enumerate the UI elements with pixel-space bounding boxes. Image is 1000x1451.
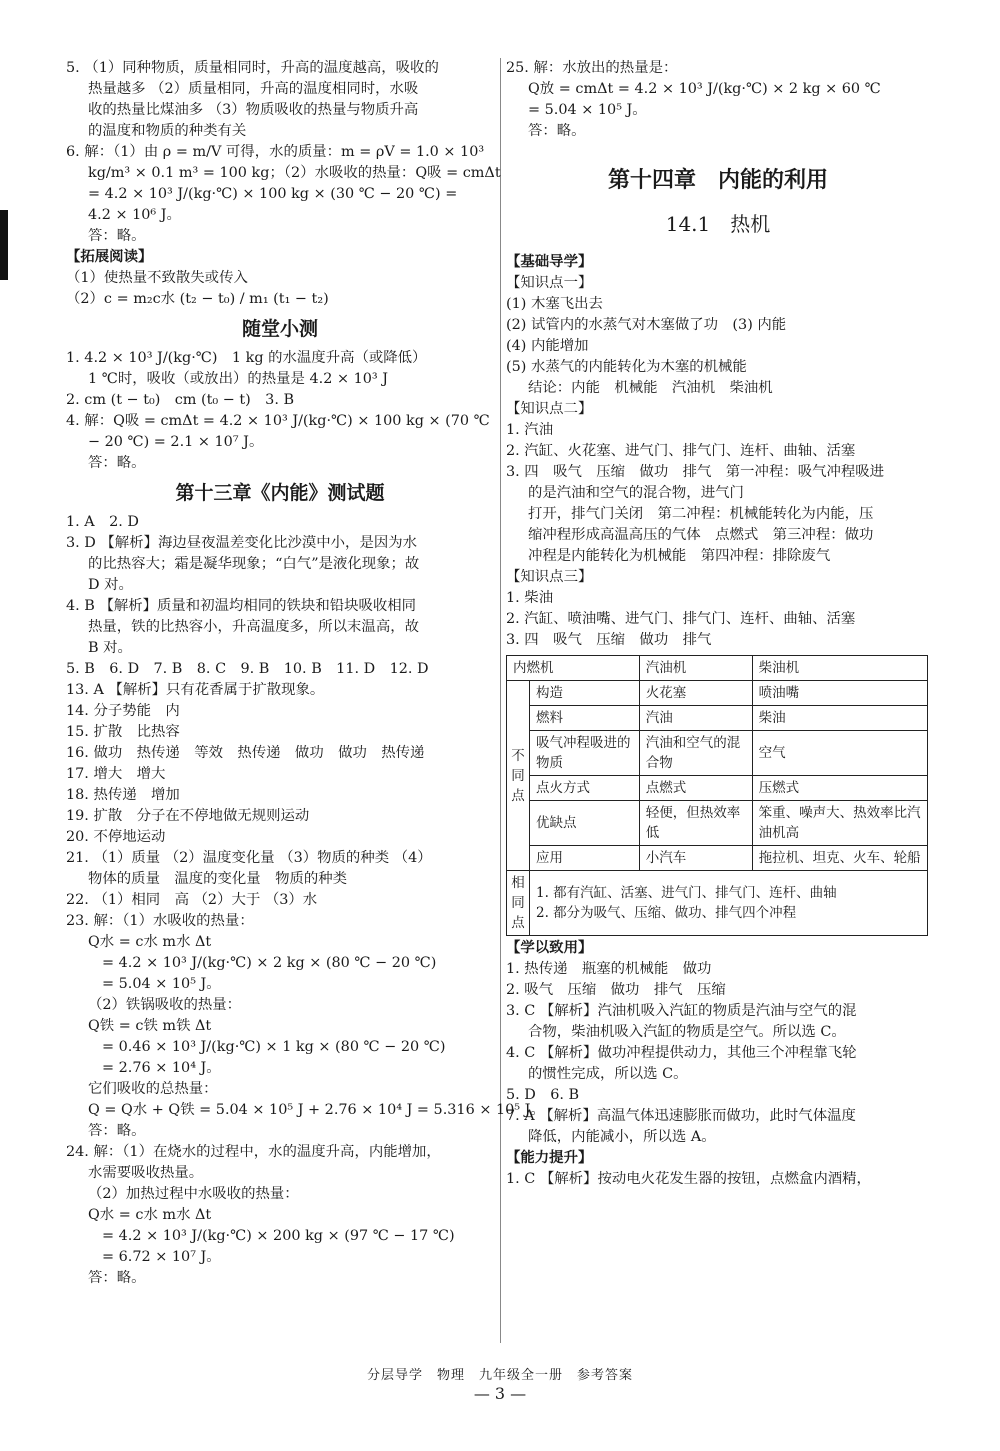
text-line: 它们吸收的总热量： xyxy=(88,1081,218,1097)
text-line: 答：略。 xyxy=(88,1270,146,1286)
text-line: 4. B 【解析】质量和初温均相同的铁块和铅块吸收相同 xyxy=(66,598,417,614)
text-line: （2）铁锅吸收的热量： xyxy=(88,997,242,1013)
text-line: 降低，内能减小，所以选 A。 xyxy=(528,1129,716,1145)
text-line: 23. 解：（1）水吸收的热量： xyxy=(66,913,254,929)
text-line: 1. 热传递 瓶塞的机械能 做功 xyxy=(506,961,712,977)
table-cell: 点燃式 xyxy=(639,776,752,801)
text-line: 24. 解：（1）在烧水的过程中，水的温度升高，内能增加， xyxy=(66,1144,441,1160)
text-line: 缩冲程形成高温高压的气体 点燃式 第三冲程：做功 xyxy=(528,527,874,543)
section-heading: 第十三章《内能》测试题 xyxy=(175,482,385,504)
text-line: (4) 内能增加 xyxy=(506,338,589,354)
text-line: = 2.76 × 10⁴ J。 xyxy=(102,1060,221,1076)
text-line: 水需要吸收热量。 xyxy=(88,1165,204,1181)
page-number: — 3 — xyxy=(473,1384,527,1403)
text-line: 2. 汽缸、喷油嘴、进气门、排气门、连杆、曲轴、活塞 xyxy=(506,611,856,627)
text-line: 【拓展阅读】 xyxy=(66,249,153,265)
text-line: 13. A 【解析】只有花香属于扩散现象。 xyxy=(66,682,325,698)
text-line: = 0.46 × 10³ J/(kg·℃) × 1 kg × (80 ℃ − 20 ℃) xyxy=(102,1039,446,1055)
text-line: 【知识点三】 xyxy=(506,569,593,585)
table-cell: 小汽车 xyxy=(639,846,752,871)
text-line: 热量越多 （2）质量相同，升高的温度相同时，水吸 xyxy=(88,81,419,97)
text-line: 14. 分子势能 内 xyxy=(66,703,180,719)
text-line: 收的热量比煤油多 （3）物质吸收的热量与物质升高 xyxy=(88,102,419,118)
table-cell: 构造 xyxy=(530,681,640,706)
text-line: 2. cm (t − t₀) cm (t₀ − t) 3. B xyxy=(66,392,295,408)
text-line: 5. （1）同种物质，质量相同时，升高的温度越高，吸收的 xyxy=(66,60,439,76)
text-line: 【能力提升】 xyxy=(506,1150,593,1166)
page-edge-mark xyxy=(0,210,8,280)
right-column xyxy=(506,58,930,1190)
table-cell: 笨重、噪声大、热效率比汽油机高 xyxy=(752,801,927,846)
right-bottom-block xyxy=(506,938,930,1190)
text-line: 答：略。 xyxy=(88,1123,146,1139)
section-heading: 第十四章 内能的利用 xyxy=(607,168,828,193)
table-cell: 柴油机 xyxy=(752,656,927,681)
same-point-line: 1. 都有汽缸、活塞、进气门、排气门、连杆、曲轴 xyxy=(536,885,837,901)
text-line: 打开，排气门关闭 第二冲程：机械能转化为内能，压 xyxy=(528,506,874,522)
text-line: 物体的质量 温度的变化量 物质的种类 xyxy=(88,871,348,887)
table-row xyxy=(507,731,928,776)
text-line: （1）使热量不致散失或传入 xyxy=(66,270,248,286)
text-line: 20. 不停地运动 xyxy=(66,829,166,845)
text-line: B 对。 xyxy=(88,640,132,656)
text-line: 7. A 【解析】高温气体迅速膨胀而做功，此时气体温度 xyxy=(506,1108,856,1124)
table-cell: 柴油 xyxy=(752,706,927,731)
text-line: 结论：内能 机械能 汽油机 柴油机 xyxy=(528,380,773,396)
text-line: 4.2 × 10⁶ J。 xyxy=(88,207,181,223)
table-row xyxy=(507,846,928,871)
table-row xyxy=(507,681,928,706)
table-cell: 不同点 xyxy=(507,681,530,871)
text-line: 22. （1）相同 高 （2）大于 （3）水 xyxy=(66,892,318,908)
table-cell: 内燃机 xyxy=(507,656,640,681)
text-line: 【基础导学】 xyxy=(506,254,593,270)
text-line: Q = Q水 + Q铁 = 5.04 × 10⁵ J + 2.76 × 10⁴ J = 5.316 × 10⁵ J。 xyxy=(88,1102,545,1118)
text-line: = 4.2 × 10³ J/(kg·℃) × 100 kg × (30 ℃ − 20 ℃) = xyxy=(88,186,458,202)
text-line: = 4.2 × 10³ J/(kg·℃) × 200 kg × (97 ℃ − 17 ℃) xyxy=(102,1228,455,1244)
text-line: 21. （1）质量 （2）温度变化量 （3）物质的种类 （4） xyxy=(66,850,432,866)
text-line: = 6.72 × 10⁷ J。 xyxy=(102,1249,221,1265)
table-header-row xyxy=(507,656,928,681)
text-line: 答：略。 xyxy=(88,228,146,244)
right-top-block xyxy=(506,58,930,651)
table-cell: 汽油 xyxy=(639,706,752,731)
text-line: 【知识点一】 xyxy=(506,275,593,291)
text-line: 1. A 2. D xyxy=(66,514,139,530)
text-line: 答：略。 xyxy=(88,455,146,471)
text-line: 【学以致用】 xyxy=(506,940,593,956)
table-cell: 燃料 xyxy=(530,706,640,731)
engine-comparison-table xyxy=(506,655,928,936)
text-line: 17. 增大 增大 xyxy=(66,766,166,782)
text-line: 3. 四 吸气 压缩 做功 排气 第一冲程：吸气冲程吸进 xyxy=(506,464,885,480)
text-line: 的惯性完成，所以选 C。 xyxy=(528,1066,688,1082)
column-divider xyxy=(500,58,501,1343)
text-line: 4. 解：Q吸 = cmΔt = 4.2 × 10³ J/(kg·℃) × 100 kg × (70 ℃ xyxy=(66,413,490,429)
table-cell: 吸气冲程吸进的物质 xyxy=(530,731,640,776)
text-line: （2）c = m₂c水 (t₂ − t₀) / m₁ (t₁ − t₂) xyxy=(66,291,329,307)
text-line: 的比热容大；霜是凝华现象；“白气”是液化现象；故 xyxy=(88,556,420,572)
table-cell: 相同点 xyxy=(507,871,530,936)
text-line: Q铁 = c铁 m铁 Δt xyxy=(88,1018,212,1034)
text-line: 1. 柴油 xyxy=(506,590,554,606)
text-line: 25. 解：水放出的热量是： xyxy=(506,60,678,76)
text-line: 6. 解：（1）由 ρ = m/V 可得，水的质量：m = ρV = 1.0 × 10³ xyxy=(66,144,485,160)
text-line: 4. C 【解析】做功冲程提供动力，其他三个冲程靠飞轮 xyxy=(506,1045,857,1061)
text-line: 16. 做功 热传递 等效 热传递 做功 做功 热传递 xyxy=(66,745,425,761)
section-heading: 14.1 热机 xyxy=(665,212,771,236)
table-cell: 空气 xyxy=(752,731,927,776)
text-line: 3. D 【解析】海边昼夜温差变化比沙漠中小，是因为水 xyxy=(66,535,418,551)
text-line: 2. 汽缸、火花塞、进气门、排气门、连杆、曲轴、活塞 xyxy=(506,443,856,459)
text-line: 1 ℃时，吸收（或放出）的热量是 4.2 × 10³ J xyxy=(88,371,388,387)
text-line: 3. 四 吸气 压缩 做功 排气 xyxy=(506,632,712,648)
table-cell: 轻便，但热效率低 xyxy=(639,801,752,846)
text-line: 5. D 6. B xyxy=(506,1087,580,1103)
text-line: 答：略。 xyxy=(528,123,586,139)
table-cell: 优缺点 xyxy=(530,801,640,846)
table-row-same xyxy=(507,871,928,936)
text-line: 18. 热传递 增加 xyxy=(66,787,180,803)
text-line: − 20 ℃) = 2.1 × 10⁷ J。 xyxy=(88,434,264,450)
footer-title: 分层导学 物理 九年级全一册 参考答案 xyxy=(366,1368,633,1383)
same-point-line: 2. 都分为吸气、压缩、做功、排气四个冲程 xyxy=(536,905,797,921)
text-line: D 对。 xyxy=(88,577,133,593)
same-points-cell xyxy=(530,871,928,936)
table-cell: 汽油和空气的混合物 xyxy=(639,731,752,776)
table-cell: 喷油嘴 xyxy=(752,681,927,706)
text-line: Q水 = c水 m水 Δt xyxy=(88,1207,212,1223)
table-cell: 点火方式 xyxy=(530,776,640,801)
table-row xyxy=(507,706,928,731)
text-line: Q放 = cmΔt = 4.2 × 10³ J/(kg·℃) × 2 kg × 60 ℃ xyxy=(528,81,881,97)
text-line: (5) 水蒸气的内能转化为木塞的机械能 xyxy=(506,359,747,375)
text-line: 1. 汽油 xyxy=(506,422,554,438)
table-cell: 火花塞 xyxy=(639,681,752,706)
text-line: 1. 4.2 × 10³ J/(kg·℃) 1 kg 的水温度升高（或降低） xyxy=(66,350,427,366)
text-line: 热量，铁的比热容小，升高温度多，所以末温高，故 xyxy=(88,619,419,635)
text-line: 15. 扩散 比热容 xyxy=(66,724,180,740)
text-line: 2. 吸气 压缩 做功 排气 压缩 xyxy=(506,982,726,998)
table-cell: 压燃式 xyxy=(752,776,927,801)
text-line: 1. C 【解析】按动电火花发生器的按钮，点燃盒内酒精， xyxy=(506,1171,871,1187)
text-line: 冲程是内能转化为机械能 第四冲程：排除废气 xyxy=(528,548,831,564)
text-line: （2）加热过程中水吸收的热量： xyxy=(88,1186,299,1202)
table-row xyxy=(507,801,928,846)
text-line: 合物，柴油机吸入汽缸的物质是空气。所以选 C。 xyxy=(528,1024,846,1040)
text-line: 3. C 【解析】汽油机吸入汽缸的物质是汽油与空气的混 xyxy=(506,1003,857,1019)
table-row xyxy=(507,776,928,801)
table-cell: 拖拉机、坦克、火车、轮船 xyxy=(752,846,927,871)
text-line: 19. 扩散 分子在不停地做无规则运动 xyxy=(66,808,310,824)
text-line: (2) 试管内的水蒸气对木塞做了功 (3) 内能 xyxy=(506,317,787,333)
text-line: = 5.04 × 10⁵ J。 xyxy=(102,976,221,992)
text-line: kg/m³ × 0.1 m³ = 100 kg；（2）水吸收的热量：Q吸 = cmΔt xyxy=(88,165,501,181)
text-line: 5. B 6. D 7. B 8. C 9. B 10. B 11. D 12. D xyxy=(66,661,429,677)
section-heading: 随堂小测 xyxy=(241,318,318,340)
table-cell: 应用 xyxy=(530,846,640,871)
text-line: 【知识点二】 xyxy=(506,401,593,417)
text-line: (1) 木塞飞出去 xyxy=(506,296,603,312)
text-line: Q水 = c水 m水 Δt xyxy=(88,934,212,950)
text-line: = 5.04 × 10⁵ J。 xyxy=(528,102,647,118)
text-line: 的温度和物质的种类有关 xyxy=(88,123,247,139)
table-cell: 汽油机 xyxy=(639,656,752,681)
text-line: 的是汽油和空气的混合物，进气门 xyxy=(528,485,744,501)
text-line: = 4.2 × 10³ J/(kg·℃) × 2 kg × (80 ℃ − 20 ℃) xyxy=(102,955,437,971)
